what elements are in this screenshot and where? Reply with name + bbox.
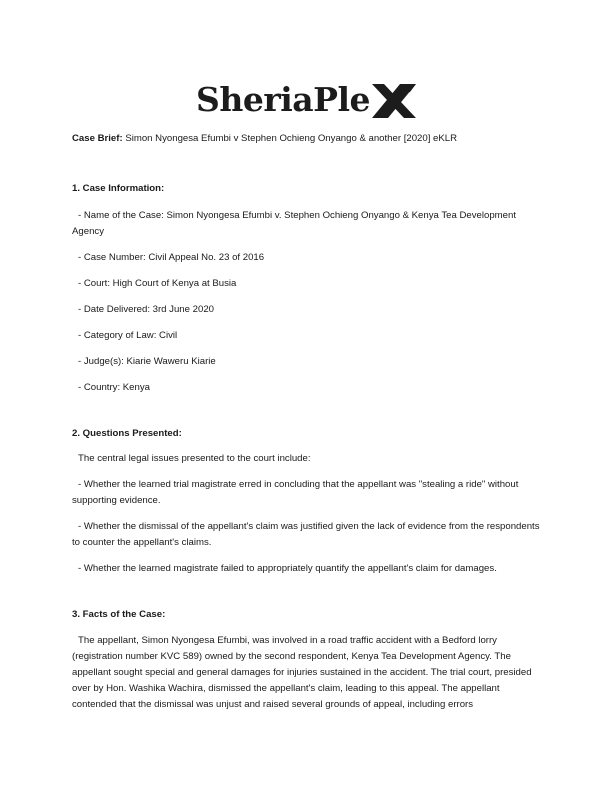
section-heading-questions-presented: 2. Questions Presented:	[72, 428, 182, 439]
section-heading-case-information: 1. Case Information:	[72, 183, 165, 194]
document-body	[72, 131, 542, 713]
info-item-name: - Name of the Case: Simon Nyongesa Efumbi v. Stephen Ochieng Onyango & Kenya Tea Development Agency	[72, 210, 517, 237]
question-item-3: - Whether the learned magistrate failed to appropriately quantify the appellant's claim for damages.	[78, 563, 497, 574]
logo-wordmark: SheriaPle	[196, 80, 370, 119]
info-item-judges: - Judge(s): Kiarie Waweru Kiarie	[78, 356, 216, 367]
section-heading-facts: 3. Facts of the Case:	[72, 609, 166, 620]
question-item-2: - Whether the dismissal of the appellant's claim was justified given the lack of evidence from the respondents to counter the appellant's claims.	[72, 521, 540, 548]
case-brief-line	[72, 131, 542, 147]
info-item-category: - Category of Law: Civil	[78, 330, 178, 341]
info-item-court: - Court: High Court of Kenya at Busia	[78, 278, 237, 289]
questions-intro: The central legal issues presented to the court include:	[78, 453, 311, 464]
logo-x-mark	[370, 82, 418, 120]
case-brief-label: Case Brief:	[72, 133, 123, 144]
case-brief-title: Simon Nyongesa Efumbi v Stephen Ochieng Onyango & another [2020] eKLR	[125, 133, 458, 144]
info-item-case-number: - Case Number: Civil Appeal No. 23 of 2016	[78, 252, 265, 263]
info-item-country: - Country: Kenya	[78, 382, 150, 393]
sheriaplex-logo	[196, 78, 418, 122]
facts-body: The appellant, Simon Nyongesa Efumbi, was involved in a road traffic accident with a Bedford lorry (registration number KVC 589) owned by the second respondent, Kenya Tea Development Agency. The appellant sought special and general damages for injuries sustained in the accident. The trial court, presided over by Hon. Washika Wachira, dismissed the appellant's claim, leading to this appeal. The appellant contended that the dismissal was unjust and raised several grounds of appeal, including errors	[72, 635, 532, 710]
question-item-1: - Whether the learned trial magistrate erred in concluding that the appellant was "stealing a ride" without supporting evidence.	[72, 479, 519, 506]
info-item-date: - Date Delivered: 3rd June 2020	[78, 304, 214, 315]
